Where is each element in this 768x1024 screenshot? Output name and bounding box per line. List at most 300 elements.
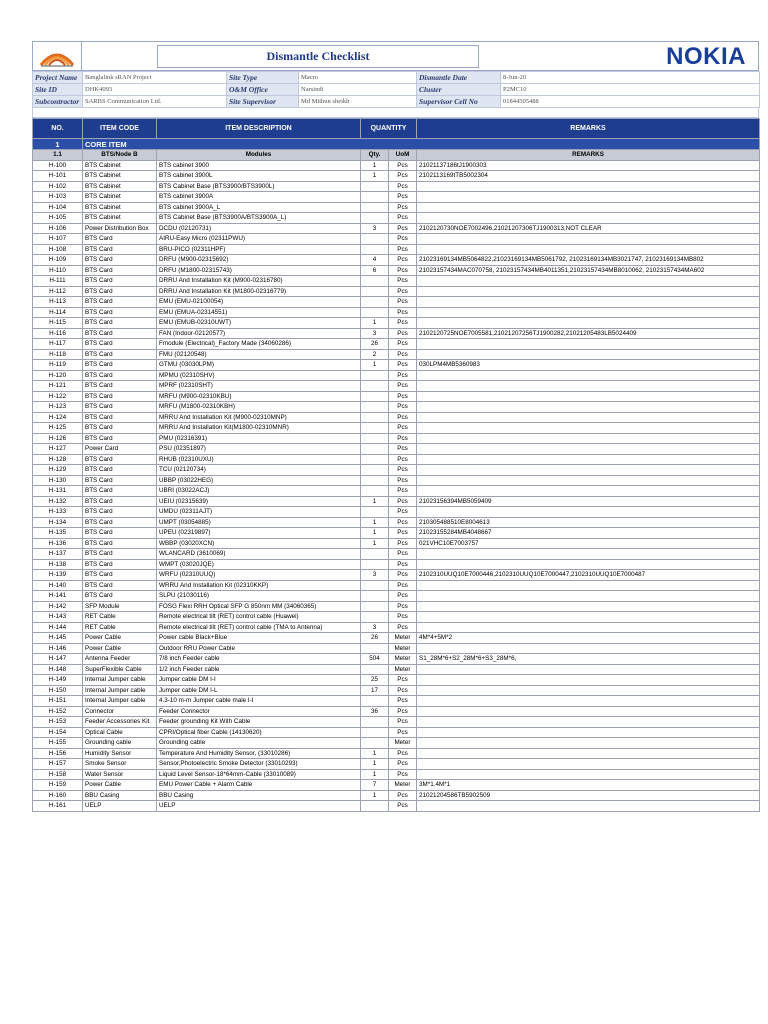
item-no: H-142 [33,601,83,612]
item-no: H-104 [33,202,83,213]
table-row [33,790,760,801]
table-row [33,538,760,549]
item-uom: Pcs [389,696,417,707]
item-code: BTS Card [83,559,157,570]
item-code: BTS Card [83,412,157,423]
table-row [33,202,760,213]
item-qty [361,612,389,623]
item-uom: Pcs [389,486,417,497]
item-no: H-158 [33,769,83,780]
item-description: MRRU And Installation Kit (M900-02310MNP) [157,412,361,423]
item-uom: Pcs [389,307,417,318]
item-code: Power Cable [83,780,157,791]
item-code: BTS Cabinet [83,181,157,192]
table-row [33,286,760,297]
table-row [33,213,760,224]
item-uom: Pcs [389,370,417,381]
item-remarks: 21023157434MAC070758, 21023157434MB4011351,21023157434MB8010062, 21023157434MA602 [417,265,760,276]
item-code: BTS Cabinet [83,160,157,171]
table-row [33,486,760,497]
item-remarks [417,402,760,413]
company-logo [33,42,82,70]
item-qty [361,423,389,434]
item-no: H-113 [33,297,83,308]
item-uom: Pcs [389,517,417,528]
item-uom: Pcs [389,234,417,245]
item-uom: Pcs [389,244,417,255]
item-description: EMU (EMUB-02310UWT) [157,318,361,329]
item-code: Internal Jumper cable [83,685,157,696]
table-row [33,496,760,507]
item-code: BTS Card [83,538,157,549]
site-id-label: Site ID [33,84,83,96]
item-no: H-150 [33,685,83,696]
item-description: Sensor,Photoelectric Smoke Detector (33010293) [157,759,361,770]
dismantle-date-label: Dismantle Date [417,72,501,84]
item-code: BBU Casing [83,790,157,801]
item-code: Antenna Feeder [83,654,157,665]
title-box [157,45,479,68]
item-code: SuperFlexible Cable [83,664,157,675]
item-no: H-132 [33,496,83,507]
item-qty [361,696,389,707]
checklist-header [32,41,759,71]
table-row [33,622,760,633]
item-remarks: 2102120725NOE7005581,21021207256TJ1900282,21021205483LB5024409 [417,328,760,339]
item-remarks: 2102113169tTB5002304 [417,171,760,182]
item-remarks [417,769,760,780]
nokia-logo: NOKIA [666,43,746,70]
item-remarks [417,486,760,497]
item-description: FMU (02120548) [157,349,361,360]
table-row [33,412,760,423]
item-code: Power Cable [83,633,157,644]
item-qty: 1 [361,528,389,539]
item-qty: 1 [361,769,389,780]
item-uom: Pcs [389,433,417,444]
item-remarks [417,727,760,738]
item-qty [361,664,389,675]
item-uom: Meter [389,780,417,791]
item-remarks: 021VHC10E7003757 [417,538,760,549]
table-row [33,696,760,707]
item-code: BTS Card [83,423,157,434]
item-qty: 1 [361,517,389,528]
table-row [33,633,760,644]
item-qty: 3 [361,622,389,633]
item-remarks [417,622,760,633]
item-uom: Pcs [389,717,417,728]
item-description: PMU (02316391) [157,433,361,444]
item-no: H-115 [33,318,83,329]
item-description: CPRI/Optical fiber Cable (14130620) [157,727,361,738]
site-info-grid [32,71,760,108]
item-description: 7/8 inch Feeder cable [157,654,361,665]
item-code: BTS Card [83,486,157,497]
item-uom: Pcs [389,192,417,203]
item-remarks [417,465,760,476]
table-row [33,748,760,759]
item-qty [361,601,389,612]
table-row [33,759,760,770]
table-row [33,580,760,591]
item-description: Remote electrical tilt (RET) control cable (Huawei) [157,612,361,623]
item-remarks [417,759,760,770]
item-no: H-160 [33,790,83,801]
page-title: Dismantle Checklist [266,49,370,63]
table-row [33,454,760,465]
item-remarks [417,696,760,707]
item-qty: 7 [361,780,389,791]
item-uom: Pcs [389,748,417,759]
site-supervisor-label: Site Supervisor [227,96,299,108]
item-qty: 1 [361,496,389,507]
item-uom: Pcs [389,255,417,266]
item-no: H-133 [33,507,83,518]
item-qty: 1 [361,360,389,371]
item-description: UBRI (03022ACJ) [157,486,361,497]
item-code: RET Cable [83,622,157,633]
item-no: H-122 [33,391,83,402]
item-description: BTS cabinet 3900 [157,160,361,171]
item-qty [361,727,389,738]
item-remarks [417,748,760,759]
item-qty: 1 [361,790,389,801]
item-remarks [417,349,760,360]
item-uom: Meter [389,664,417,675]
table-row [33,612,760,623]
table-row [33,402,760,413]
item-description: Jumper cable DM I-L [157,685,361,696]
item-no: H-159 [33,780,83,791]
item-code: Internal Jumper cable [83,696,157,707]
table-row [33,675,760,686]
item-description: AIRU-Easy Micro (02311PWU) [157,234,361,245]
item-uom: Pcs [389,685,417,696]
item-qty: 17 [361,685,389,696]
item-no: H-149 [33,675,83,686]
item-remarks [417,717,760,728]
item-code: BTS Cabinet [83,213,157,224]
table-row [33,255,760,266]
item-description: DCDU (02120731) [157,223,361,234]
item-no: H-101 [33,171,83,182]
table-row [33,307,760,318]
item-code: Power Card [83,444,157,455]
item-uom: Pcs [389,507,417,518]
item-code: Internal Jumper cable [83,675,157,686]
item-uom: Pcs [389,622,417,633]
item-qty [361,486,389,497]
item-qty [361,412,389,423]
item-description: BTS Cabinet Base (BTS3900/BTS3900L) [157,181,361,192]
item-description: PSU (02351897) [157,444,361,455]
item-no: H-126 [33,433,83,444]
item-code: BTS Card [83,370,157,381]
item-code: BTS Card [83,528,157,539]
item-remarks [417,507,760,518]
item-description: SLPU (21030116) [157,591,361,602]
item-uom: Pcs [389,181,417,192]
item-description: RHUB (02310UXU) [157,454,361,465]
item-uom: Pcs [389,759,417,770]
item-remarks [417,213,760,224]
item-qty [361,507,389,518]
item-no: H-130 [33,475,83,486]
item-qty: 26 [361,633,389,644]
item-code: BTS Card [83,496,157,507]
item-no: H-106 [33,223,83,234]
item-remarks [417,381,760,392]
col-header-no: NO. [33,119,83,139]
item-description: 1/2 inch Feeder cable [157,664,361,675]
item-description: GTMU (03030LPM) [157,360,361,371]
item-description: Remote electrical tilt (RET) control cable (TMA to Antenna) [157,622,361,633]
item-uom: Pcs [389,360,417,371]
item-description: UMPT (03054885) [157,517,361,528]
item-description: Feeder grounding Kit With Cable [157,717,361,728]
item-description: Outdoor RRU Power Cable [157,643,361,654]
subheader-code: BTS/Node B [83,150,157,161]
item-uom: Pcs [389,318,417,329]
company-logo-icon [37,45,77,67]
item-uom: Pcs [389,286,417,297]
item-no: H-157 [33,759,83,770]
item-no: H-143 [33,612,83,623]
col-header-item-description: ITEM DESCRIPTION [157,119,361,139]
item-description: DRFU (M1800-02315743) [157,265,361,276]
section-row [33,139,760,150]
item-no: H-105 [33,213,83,224]
col-header-quantity: QUANTITY [361,119,417,139]
item-code: BTS Card [83,570,157,581]
table-row [33,517,760,528]
item-qty: 3 [361,570,389,581]
item-no: H-119 [33,360,83,371]
item-remarks [417,580,760,591]
item-description: EMU (EMUA-02314551) [157,307,361,318]
table-row [33,559,760,570]
item-qty: 1 [361,318,389,329]
subheader-desc: Modules [157,150,361,161]
item-description: EMU (EMU-02100054) [157,297,361,308]
item-description: EMU Power Cable + Alarm Cable [157,780,361,791]
item-uom: Pcs [389,706,417,717]
item-no: H-138 [33,559,83,570]
item-description: BRU-PICO (02311HPF) [157,244,361,255]
table-row [33,265,760,276]
item-qty [361,391,389,402]
item-code: Power Distribution Box [83,223,157,234]
item-no: H-144 [33,622,83,633]
item-qty [361,559,389,570]
item-code: BTS Card [83,580,157,591]
table-row [33,297,760,308]
item-remarks [417,192,760,203]
item-uom: Pcs [389,465,417,476]
item-description: MRFU (M1800-02310KBH) [157,402,361,413]
table-row [33,444,760,455]
table-row [33,192,760,203]
item-qty [361,454,389,465]
item-code: UELP [83,801,157,812]
item-code: BTS Card [83,276,157,287]
item-no: H-136 [33,538,83,549]
item-qty [361,244,389,255]
item-code: BTS Card [83,244,157,255]
table-row [33,160,760,171]
item-description: UELP [157,801,361,812]
item-no: H-152 [33,706,83,717]
table-row [33,549,760,560]
item-code: BTS Card [83,328,157,339]
item-no: H-111 [33,276,83,287]
item-no: H-127 [33,444,83,455]
item-no: H-161 [33,801,83,812]
item-remarks: 21021204586TB5902509 [417,790,760,801]
item-qty: 3 [361,328,389,339]
item-uom: Pcs [389,202,417,213]
item-qty [361,465,389,476]
table-row [33,423,760,434]
item-remarks [417,444,760,455]
item-description: DRRU And Installation Kit (M900-02316780) [157,276,361,287]
item-uom: Meter [389,633,417,644]
item-no: H-109 [33,255,83,266]
item-description: Power cable Black+Blue [157,633,361,644]
col-header-remarks: REMARKS [417,119,760,139]
item-description: UBBP (03022HEG) [157,475,361,486]
item-no: H-139 [33,570,83,581]
subcontractor-value: SARBS Communication Ltd. [83,96,227,108]
item-description: BTS cabinet 3900A_L [157,202,361,213]
item-remarks [417,475,760,486]
item-qty [361,801,389,812]
project-name-value: Banglalink sRAN Project [83,72,227,84]
table-row [33,391,760,402]
item-remarks [417,454,760,465]
table-row [33,643,760,654]
item-remarks [417,234,760,245]
supervisor-cell-label: Supervisor Cell No [417,96,501,108]
table-row [33,685,760,696]
item-code: BTS Card [83,307,157,318]
project-name-label: Project Name [33,72,83,84]
item-remarks [417,244,760,255]
item-code: BTS Cabinet [83,192,157,203]
site-type-label: Site Type [227,72,299,84]
item-code: BTS Card [83,402,157,413]
item-qty [361,370,389,381]
item-description: UPEU (02319897) [157,528,361,539]
item-description: MRFU (M900-02310KBU) [157,391,361,402]
item-qty: 1 [361,759,389,770]
item-uom: Pcs [389,160,417,171]
item-uom: Pcs [389,223,417,234]
item-no: H-117 [33,339,83,350]
table-row [33,223,760,234]
item-uom: Pcs [389,580,417,591]
item-qty [361,213,389,224]
item-code: Water Sensor [83,769,157,780]
item-description: 4.3-10 m-m Jumper cable male I-I [157,696,361,707]
item-code: BTS Card [83,255,157,266]
item-uom: Meter [389,738,417,749]
table-row [33,801,760,812]
cluster-value: P2MC10 [501,84,760,96]
item-remarks: 21023169134MB5064822,21023169134MB5061792, 21023169134MB3021747, 21023169134MB802 [417,255,760,266]
item-remarks [417,391,760,402]
table-row [33,181,760,192]
table-row [33,717,760,728]
item-remarks [417,664,760,675]
item-code: BTS Card [83,591,157,602]
item-remarks: 4M*4+5M*2 [417,633,760,644]
item-uom: Pcs [389,276,417,287]
item-qty [361,433,389,444]
item-code: Grounding cable [83,738,157,749]
item-description: MPMU (02310SHV) [157,370,361,381]
item-uom: Pcs [389,790,417,801]
item-qty [361,234,389,245]
item-uom: Pcs [389,265,417,276]
item-qty: 1 [361,538,389,549]
item-description: Fmodule (Electrical)_Factory Made (34060286) [157,339,361,350]
item-uom: Pcs [389,727,417,738]
site-supervisor-value: Md Mithun sheikh [299,96,417,108]
item-code: Power Cable [83,643,157,654]
item-remarks: 3M*1.4M*1 [417,780,760,791]
table-row [33,570,760,581]
item-description: Grounding cable [157,738,361,749]
item-code: BTS Card [83,318,157,329]
item-code: BTS Card [83,349,157,360]
item-remarks [417,643,760,654]
site-id-value: DHK4093 [83,84,227,96]
table-row [33,360,760,371]
item-qty: 6 [361,265,389,276]
item-qty: 36 [361,706,389,717]
item-remarks [417,738,760,749]
item-no: H-116 [33,328,83,339]
item-qty: 25 [361,675,389,686]
item-remarks [417,412,760,423]
item-no: H-140 [33,580,83,591]
item-description: DRFU (M900-02315692) [157,255,361,266]
table-row [33,528,760,539]
section-no: 1 [33,139,83,150]
item-uom: Pcs [389,496,417,507]
item-no: H-147 [33,654,83,665]
table-row [33,339,760,350]
subheader-row [33,150,760,161]
item-remarks [417,549,760,560]
item-description: MRRU And Installation Kit(M1800-02310MNR) [157,423,361,434]
item-uom: Pcs [389,444,417,455]
item-no: H-135 [33,528,83,539]
item-remarks [417,601,760,612]
item-qty: 2 [361,349,389,360]
table-row [33,381,760,392]
item-code: BTS Card [83,465,157,476]
table-row [33,706,760,717]
item-code: SFP Module [83,601,157,612]
item-qty: 26 [361,339,389,350]
item-code: BTS Card [83,286,157,297]
item-qty [361,381,389,392]
item-qty [361,192,389,203]
item-remarks: 21023155284MB4048667 [417,528,760,539]
